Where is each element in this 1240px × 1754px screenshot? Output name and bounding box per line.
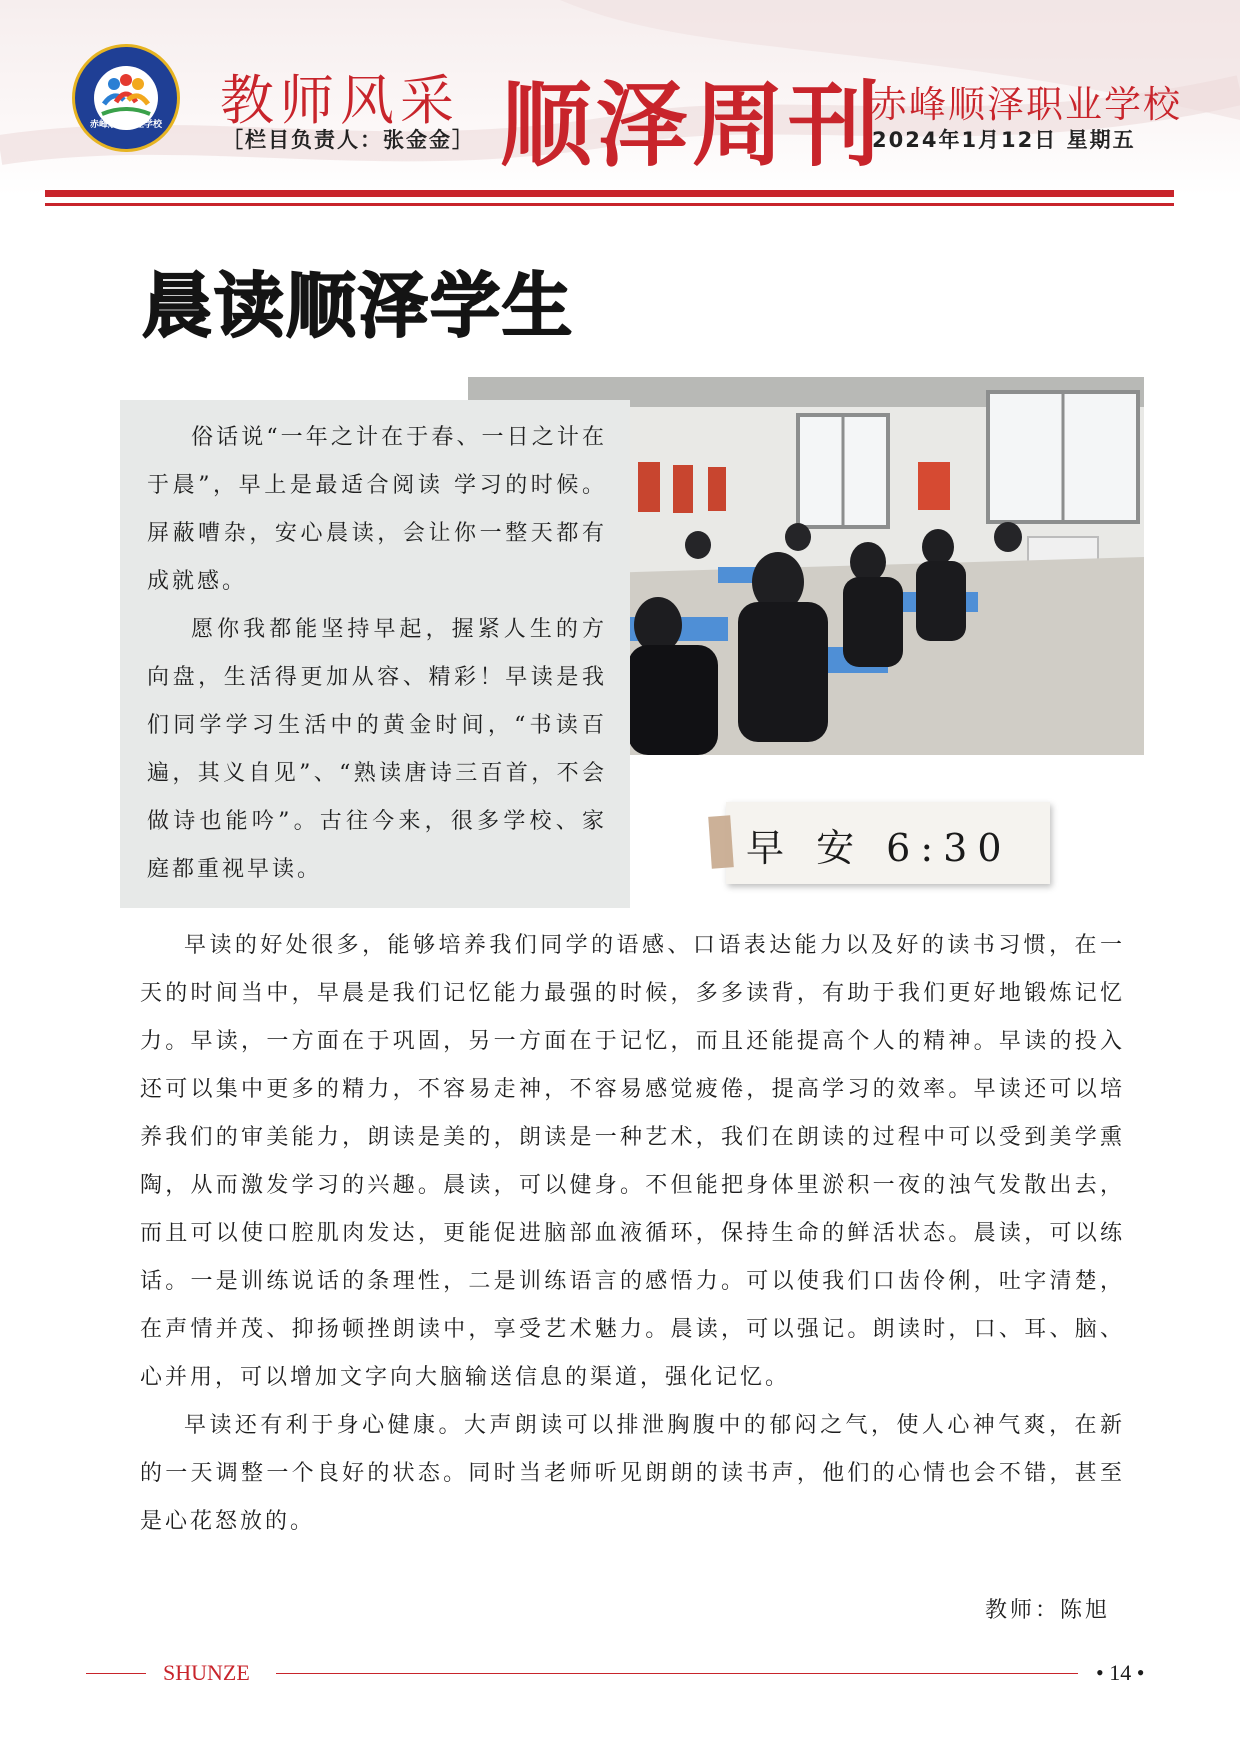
header-rule-thick	[45, 190, 1174, 197]
author-signature: 教师：陈旭	[985, 1598, 1111, 1623]
magazine-title: 顺泽周刊	[500, 72, 885, 179]
logo-text: 赤峰顺泽职业学校	[89, 120, 162, 130]
article-headline: 晨读顺泽学生	[142, 265, 574, 347]
column-editor: ［栏目负责人：张金金］	[222, 128, 475, 152]
time-label: 早 安 6:30	[746, 826, 1012, 870]
body-paragraph: 早读的好处很多，能够培养我们同学的语感、口语表达能力以及好的读书习惯，在一天的时间当中，早晨是我们记忆能力最强的时候，多多读背，有助于我们更好地锻炼记忆力。早读，一方面在于巩固，另一方面在于记忆，而且还能提高个人的精神。早读的投入还可以集中更多的精力，不容易走神，不容易感觉疲倦，提高学习的效率。早读还可以培养我们的审美能力，朗读是美的，朗读是一种艺术，我们在朗读的过程中可以受到美学熏陶，从而激发学习的兴趣。晨读，可以健身。不但能把身体里淤积一夜的浊气发散出去，而且可以使口腔肌肉发达，更能促进脑部血液循环，保持生命的鲜活状态。晨读，可以练话。一是训练说话的条理性，二是训练语言的感悟力。可以使我们口齿伶俐，吐字清楚，在声情并茂、抑扬顿挫朗读中，享受艺术魅力。晨读，可以强记。朗读时，口、耳、脑、心并用，可以增加文字向大脑输送信息的渠道，强化记忆。	[140, 933, 1125, 1390]
footer-line-right	[276, 1673, 1078, 1674]
column-title: 教师风采	[220, 69, 460, 132]
school-name: 赤峰顺泽职业学校	[870, 83, 1182, 126]
intro-paragraph: 俗话说“一年之计在于春、一日之计在于晨”，早上是最适合阅读 学习的时候。屏蔽嘈杂，安心晨读，会让你一整天都有成就感。	[147, 425, 607, 594]
intro-paragraph: 愿你我都能坚持早起，握紧人生的方向盘，生活得更加从容、精彩！早读是我们同学学习生活中的黄金时间，“书读百遍，其义自见”、“熟读唐诗三百首，不会做诗也能吟”。古往今来，很多学校、家庭都重视早读。	[147, 617, 607, 882]
header-rule-thin	[45, 203, 1174, 206]
issue-date: 2024年1月12日 星期五	[872, 128, 1136, 152]
school-logo	[72, 44, 180, 152]
footer-line-left	[86, 1673, 146, 1674]
body-paragraph: 早读还有利于身心健康。大声朗读可以排泄胸腹中的郁闷之气，使人心神气爽，在新的一天调整一个良好的状态。同时当老师听见朗朗的读书声，他们的心情也会不错，甚至是心花怒放的。	[140, 1413, 1125, 1534]
footer-brand: SHUNZE	[163, 1660, 250, 1685]
article-body	[140, 922, 1125, 1546]
intro-text	[147, 414, 607, 894]
page-number: • 14 •	[1096, 1660, 1145, 1685]
tape-decoration	[708, 815, 734, 868]
